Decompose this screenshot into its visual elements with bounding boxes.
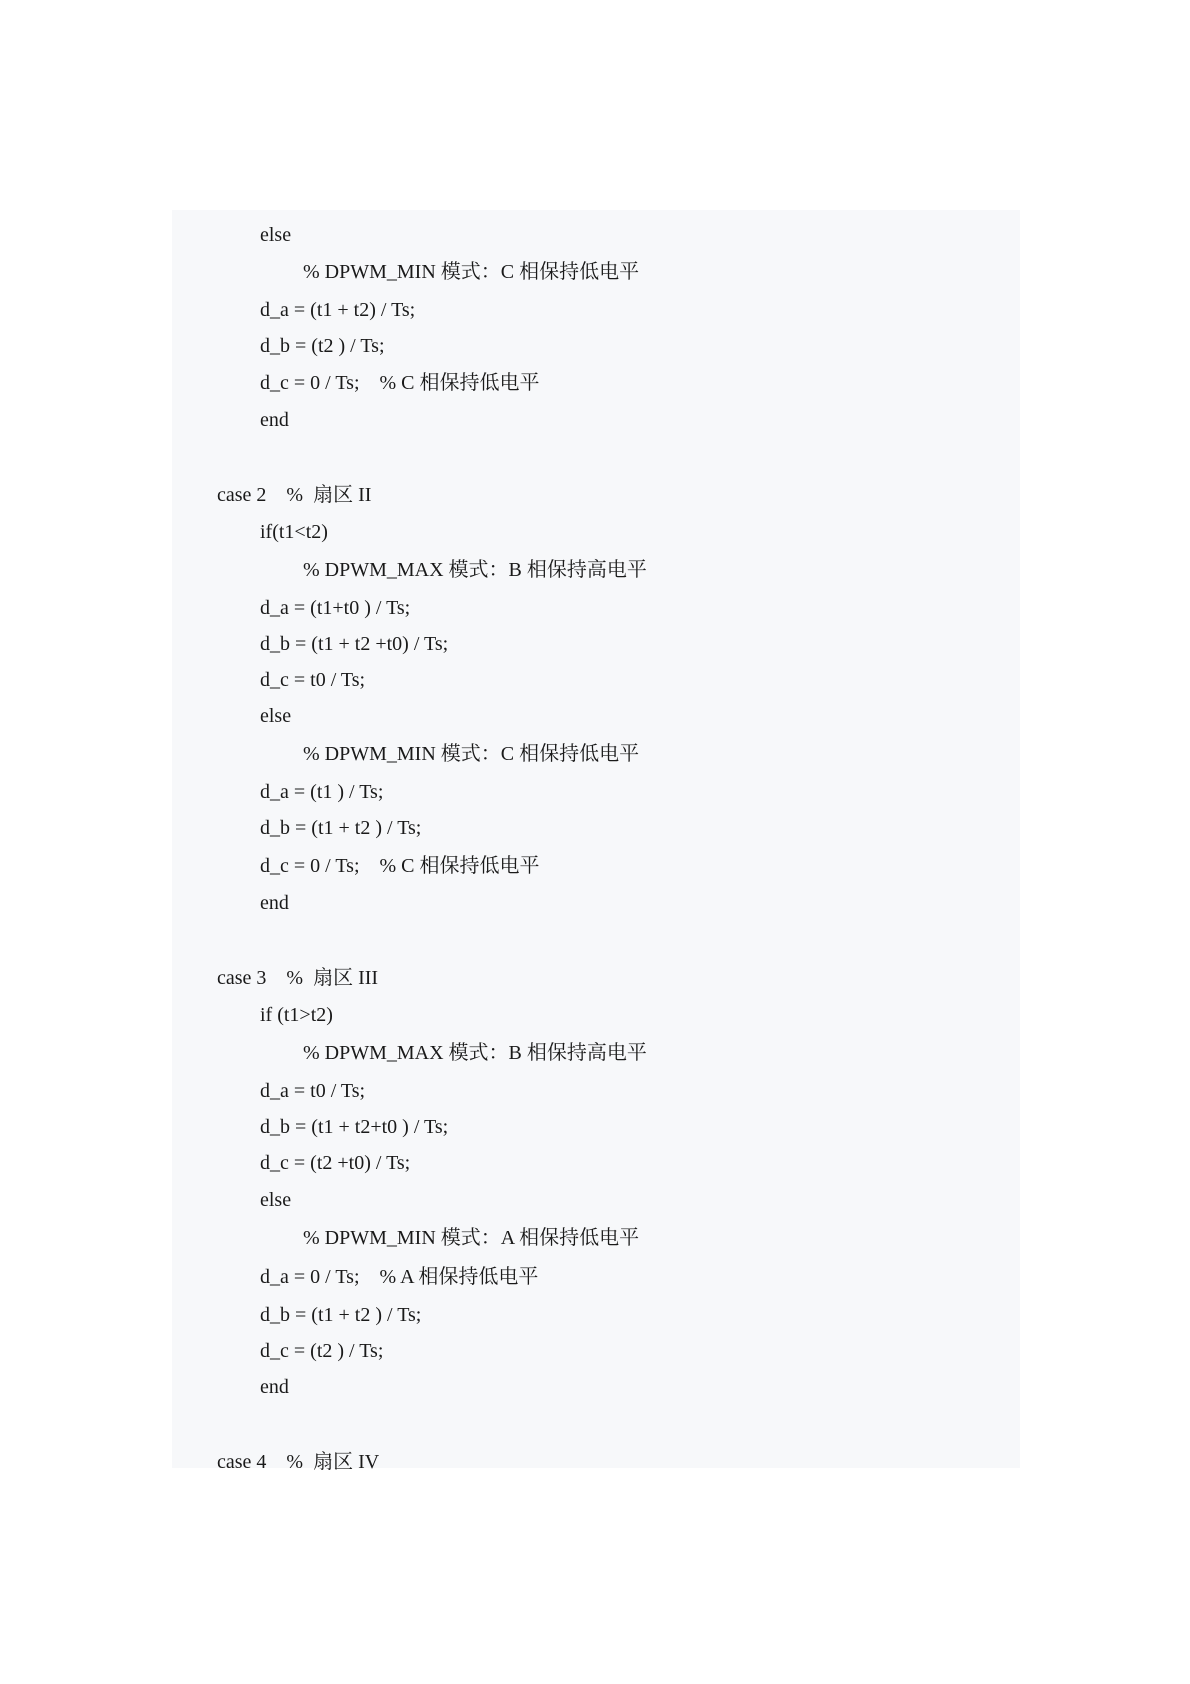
code-line-comment: % DPWM_MIN 模式：C 相保持低电平 (303, 261, 640, 283)
code-line-d-b: d_b = (t1 + t2+t0 ) / Ts; (260, 1116, 449, 1138)
code-line-else: else (260, 1189, 292, 1211)
code-line-comment: % DPWM_MIN 模式：C 相保持低电平 (303, 743, 640, 765)
code-line-d-a: d_a = (t1 + t2) / Ts; (260, 299, 416, 321)
code-block (172, 210, 1020, 1473)
code-line-else: else (260, 224, 292, 246)
code-line-d-a: d_a = 0 / Ts; % A 相保持低电平 (260, 1266, 539, 1288)
code-line-d-c: d_c = (t2 +t0) / Ts; (260, 1152, 411, 1174)
code-line-comment: % DPWM_MIN 模式：A 相保持低电平 (303, 1227, 640, 1249)
code-line-if: if (t1>t2) (260, 1004, 333, 1026)
code-line-d-a: d_a = (t1+t0 ) / Ts; (260, 597, 411, 619)
code-line-d-b: d_b = (t1 + t2 ) / Ts; (260, 817, 422, 839)
code-line-end: end (260, 409, 289, 431)
code-line-comment: % DPWM_MAX 模式：B 相保持高电平 (303, 559, 647, 581)
code-line-d-c: d_c = 0 / Ts; % C 相保持低电平 (260, 855, 540, 877)
code-line-case-2: case 2 % 扇区 II (217, 484, 372, 506)
code-line-case-4: case 4 % 扇区 IV (217, 1451, 380, 1473)
code-line-end: end (260, 892, 289, 914)
code-line-comment: % DPWM_MAX 模式：B 相保持高电平 (303, 1042, 647, 1064)
code-line-d-c: d_c = t0 / Ts; (260, 669, 366, 691)
code-line-else: else (260, 705, 292, 727)
code-line-d-a: d_a = (t1 ) / Ts; (260, 781, 384, 803)
code-line-if: if(t1<t2) (260, 521, 328, 543)
code-line-case-3: case 3 % 扇区 III (217, 967, 379, 989)
code-line-d-c: d_c = 0 / Ts; % C 相保持低电平 (260, 372, 540, 394)
code-line-d-a: d_a = t0 / Ts; (260, 1080, 366, 1102)
code-line-d-c: d_c = (t2 ) / Ts; (260, 1340, 384, 1362)
code-line-d-b: d_b = (t2 ) / Ts; (260, 335, 385, 357)
code-line-d-b: d_b = (t1 + t2 ) / Ts; (260, 1304, 422, 1326)
code-line-d-b: d_b = (t1 + t2 +t0) / Ts; (260, 633, 449, 655)
code-line-end: end (260, 1376, 289, 1398)
